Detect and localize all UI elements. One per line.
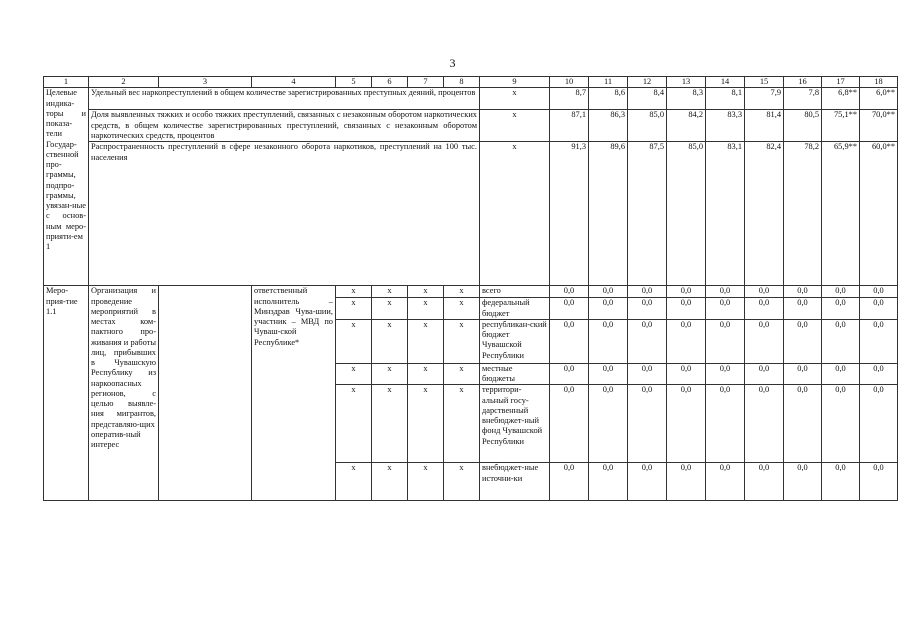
funding-value: 0,0 (628, 463, 667, 501)
funding-value: 0,0 (745, 363, 784, 385)
funding-source: местные бюджеты (480, 363, 550, 385)
header-cell: 10 (550, 77, 589, 88)
funding-value: 0,0 (667, 385, 706, 463)
funding-value: 0,0 (706, 286, 745, 298)
funding-value: 0,0 (667, 298, 706, 320)
funding-value: 0,0 (784, 298, 822, 320)
code-mark: x (336, 319, 372, 363)
indicator-value: 8,6 (589, 88, 628, 110)
funding-value: 0,0 (822, 385, 860, 463)
header-cell: 6 (372, 77, 408, 88)
funding-value: 0,0 (628, 385, 667, 463)
funding-value: 0,0 (589, 298, 628, 320)
header-cell: 5 (336, 77, 372, 88)
header-cell: 7 (408, 77, 444, 88)
code-mark: x (336, 286, 372, 298)
code-mark: x (408, 363, 444, 385)
indicator-value: 7,9 (745, 88, 784, 110)
indicator-value: 8,1 (706, 88, 745, 110)
indicator-value: 84,2 (667, 110, 706, 142)
indicator-value: 8,4 (628, 88, 667, 110)
funding-value: 0,0 (550, 298, 589, 320)
indicator-value: 85,0 (628, 110, 667, 142)
event-label: Меро-прия-тие 1.1 (44, 286, 89, 501)
funding-value: 0,0 (589, 286, 628, 298)
indicator-value: 86,3 (589, 110, 628, 142)
funding-value: 0,0 (822, 286, 860, 298)
funding-value: 0,0 (822, 463, 860, 501)
header-cell: 16 (784, 77, 822, 88)
indicator-name: Доля выявленных тяжких и особо тяжких преступлений, связанных с незаконным оборотом наркотических средств, в общем количестве зарегистрированных преступлений, связанных с незаконным оборотом наркотических средств, процентов (89, 110, 480, 142)
funding-value: 0,0 (550, 385, 589, 463)
indicator-col9: x (480, 142, 550, 286)
page-number: 3 (449, 56, 456, 70)
funding-value: 0,0 (589, 385, 628, 463)
funding-value: 0,0 (822, 363, 860, 385)
header-cell: 11 (589, 77, 628, 88)
indicators-group-label: Целевые индика-торы и показа-тели Государ-ственной про-граммы, подпро-граммы, увязан-ные с основ-ным меро-прияти-ем 1 (44, 88, 89, 286)
header-cell: 12 (628, 77, 667, 88)
indicator-value: 78,2 (784, 142, 822, 286)
indicator-value: 87,5 (628, 142, 667, 286)
header-cell: 4 (252, 77, 336, 88)
indicator-value: 65,9** (822, 142, 860, 286)
funding-value: 0,0 (784, 363, 822, 385)
event-executor: ответственный исполнитель – Минздрав Чува-шии, участник – МВД по Чуваш-ской Республике* (252, 286, 336, 501)
funding-value: 0,0 (589, 363, 628, 385)
funding-value: 0,0 (550, 363, 589, 385)
funding-value: 0,0 (550, 463, 589, 501)
funding-value: 0,0 (628, 363, 667, 385)
funding-source: территори-альный госу-дарственный внебюджет-ный фонд Чувашской Республики (480, 385, 550, 463)
indicator-value: 6,0** (860, 88, 898, 110)
code-mark: x (444, 286, 480, 298)
indicator-row (44, 142, 898, 286)
indicator-value: 6,8** (822, 88, 860, 110)
header-cell: 15 (745, 77, 784, 88)
code-mark: x (372, 286, 408, 298)
funding-value: 0,0 (784, 286, 822, 298)
funding-value: 0,0 (860, 319, 898, 363)
funding-row (44, 286, 898, 298)
code-mark: x (372, 363, 408, 385)
funding-source: внебюджет-ные источни-ки (480, 463, 550, 501)
code-mark: x (408, 319, 444, 363)
indicator-name: Удельный вес наркопреступлений в общем количестве зарегистрированных преступных деяний, процентов (89, 88, 480, 110)
code-mark: x (372, 319, 408, 363)
funding-value: 0,0 (860, 298, 898, 320)
code-mark: x (444, 385, 480, 463)
code-mark: x (408, 385, 444, 463)
funding-value: 0,0 (706, 319, 745, 363)
event-name: Организация и проведение мероприятий в местах ком-пактного про-живания и работы лиц, прибывших в Чувашскую Республику из наркоопасных регионов, с целью выявле-ния мигрантов, представляю-щих оператив-ный интерес (89, 286, 159, 501)
header-cell: 17 (822, 77, 860, 88)
indicator-value: 91,3 (550, 142, 589, 286)
funding-value: 0,0 (706, 298, 745, 320)
funding-value: 0,0 (745, 385, 784, 463)
code-mark: x (336, 298, 372, 320)
funding-value: 0,0 (822, 298, 860, 320)
funding-value: 0,0 (745, 319, 784, 363)
indicator-row (44, 88, 898, 110)
header-cell: 18 (860, 77, 898, 88)
indicator-value: 8,3 (667, 88, 706, 110)
indicator-value: 60,0** (860, 142, 898, 286)
indicator-value: 75,1** (822, 110, 860, 142)
indicator-value: 87,1 (550, 110, 589, 142)
code-mark: x (336, 463, 372, 501)
funding-value: 0,0 (784, 463, 822, 501)
header-cell: 8 (444, 77, 480, 88)
code-mark: x (408, 298, 444, 320)
header-cell: 1 (44, 77, 89, 88)
funding-value: 0,0 (822, 319, 860, 363)
program-table (43, 76, 898, 501)
indicator-value: 80,5 (784, 110, 822, 142)
indicator-col9: x (480, 88, 550, 110)
funding-value: 0,0 (550, 319, 589, 363)
indicator-value: 85,0 (667, 142, 706, 286)
funding-value: 0,0 (628, 319, 667, 363)
code-mark: x (372, 385, 408, 463)
funding-value: 0,0 (860, 286, 898, 298)
indicator-value: 83,3 (706, 110, 745, 142)
funding-value: 0,0 (745, 463, 784, 501)
funding-value: 0,0 (667, 286, 706, 298)
indicator-value: 81,4 (745, 110, 784, 142)
indicator-col9: x (480, 110, 550, 142)
header-cell: 2 (89, 77, 159, 88)
funding-value: 0,0 (860, 363, 898, 385)
funding-source: всего (480, 286, 550, 298)
header-cell: 3 (159, 77, 252, 88)
funding-value: 0,0 (745, 286, 784, 298)
funding-value: 0,0 (589, 319, 628, 363)
funding-value: 0,0 (667, 363, 706, 385)
code-mark: x (408, 286, 444, 298)
funding-value: 0,0 (860, 385, 898, 463)
header-cell: 14 (706, 77, 745, 88)
code-mark: x (444, 298, 480, 320)
funding-value: 0,0 (667, 319, 706, 363)
funding-value: 0,0 (628, 298, 667, 320)
funding-value: 0,0 (589, 463, 628, 501)
funding-value: 0,0 (667, 463, 706, 501)
funding-value: 0,0 (706, 385, 745, 463)
funding-value: 0,0 (784, 319, 822, 363)
funding-value: 0,0 (628, 286, 667, 298)
funding-source: республикан-ский бюджет Чувашской Республики (480, 319, 550, 363)
indicator-value: 70,0** (860, 110, 898, 142)
code-mark: x (372, 298, 408, 320)
indicator-value: 89,6 (589, 142, 628, 286)
indicator-value: 83,1 (706, 142, 745, 286)
header-cell: 13 (667, 77, 706, 88)
indicator-name: Распространенность преступлений в сфере незаконного оборота наркотиков, преступлений на 100 тыс. населения (89, 142, 480, 286)
event-col3 (159, 286, 252, 501)
funding-value: 0,0 (745, 298, 784, 320)
funding-value: 0,0 (784, 385, 822, 463)
funding-value: 0,0 (860, 463, 898, 501)
code-mark: x (444, 463, 480, 501)
funding-value: 0,0 (706, 463, 745, 501)
funding-value: 0,0 (550, 286, 589, 298)
funding-source: федеральный бюджет (480, 298, 550, 320)
funding-value: 0,0 (706, 363, 745, 385)
code-mark: x (444, 319, 480, 363)
indicator-row (44, 110, 898, 142)
code-mark: x (336, 385, 372, 463)
header-cell: 9 (480, 77, 550, 88)
indicator-value: 82,4 (745, 142, 784, 286)
code-mark: x (372, 463, 408, 501)
code-mark: x (336, 363, 372, 385)
indicator-value: 8,7 (550, 88, 589, 110)
column-number-row (44, 77, 898, 88)
code-mark: x (408, 463, 444, 501)
code-mark: x (444, 363, 480, 385)
indicator-value: 7,8 (784, 88, 822, 110)
